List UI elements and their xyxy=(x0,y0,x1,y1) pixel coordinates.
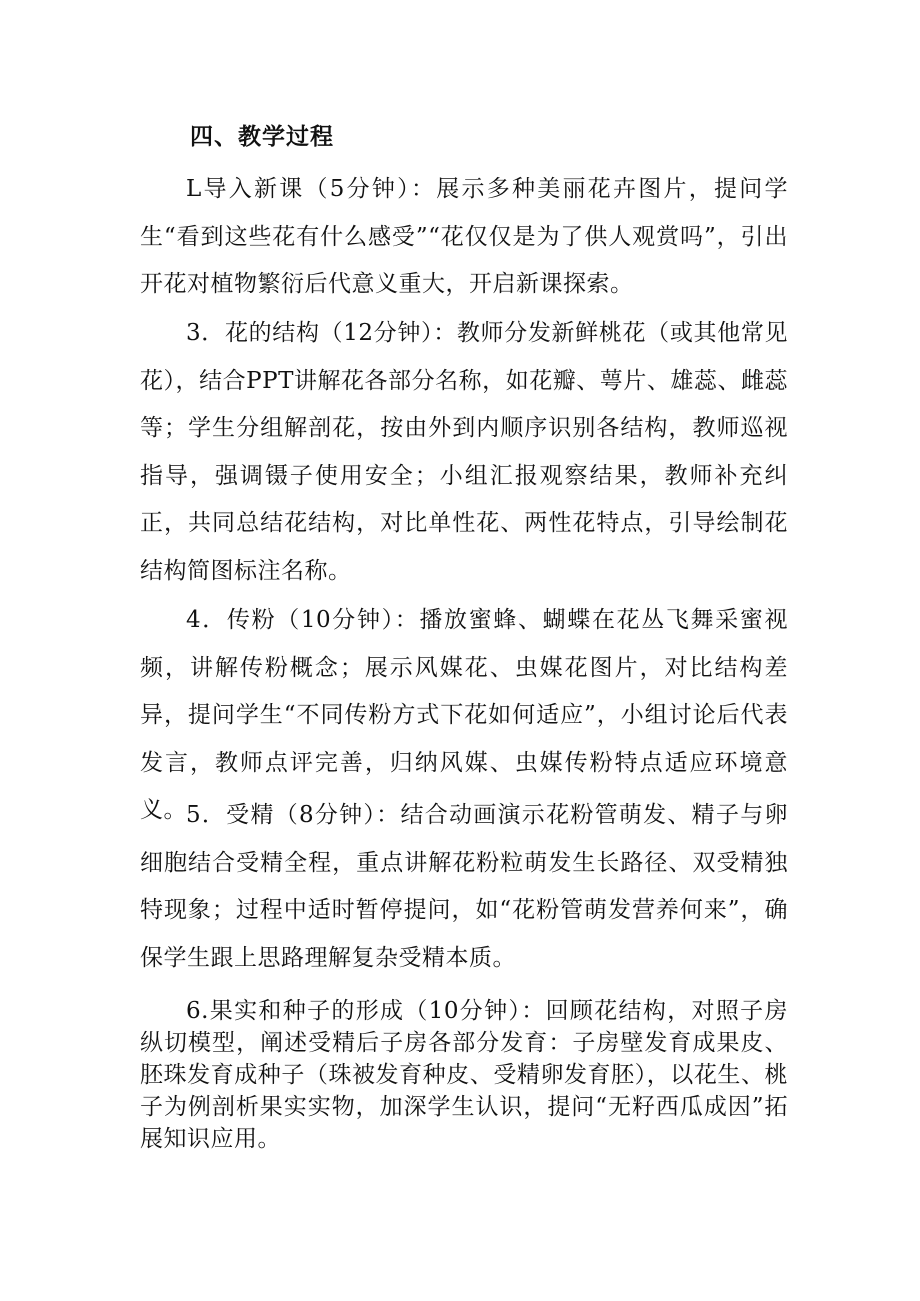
paragraph-fertilization: 5．受精（8分钟）：结合动画演示花粉管萌发、精子与卵细胞结合受精全程，重点讲解花粉粒萌发生长路径、双受精独特现象；过程中适时暂停提问，如“花粉管萌发营养何来”，确保学生跟上思路理解复杂受精本质。 xyxy=(140,802,788,971)
paragraph-flower-structure: 3．花的结构（12分钟）：教师分发新鲜桃花（或其他常见花），结合PPT讲解花各部分名称，如花瓣、萼片、雄蕊、雌蕊等；学生分组解剖花，按由外到内顺序识别各结构，教师巡视指导，强调镊子使用安全；小组汇报观察结果，教师补充纠正，共同总结花结构，对比单性花、两性花特点，引导绘制花结构简图标注名称。 xyxy=(140,320,788,584)
paragraph-intro: L导入新课（5分钟）：展示多种美丽花卉图片，提问学生“看到这些花有什么感受”“花仅仅是为了供人观赏吗”，引出开花对植物繁衍后代意义重大，开启新课探索。 xyxy=(140,176,788,297)
paragraph-fruit-seed: 6.果实和种子的形成（10分钟）：回顾花结构，对照子房纵切模型，阐述受精后子房各部分发育：子房壁发育成果皮、胚珠发育成种子（珠被发育种皮、受精卵发育胚），以花生、桃子为例剖析果实实物，加深学生认识，提问“无籽西瓜成因”拓展知识应用。 xyxy=(140,998,788,1152)
paragraph-pollination: 4．传粉（10分钟）：播放蜜蜂、蝴蝶在花丛飞舞采蜜视频，讲解传粉概念；展示风媒花、虫媒花图片，对比结构差异，提问学生“不同传粉方式下花如何适应”，小组讨论后代表发言，教师点评完善，归纳风媒、虫媒传粉特点适应环境意义。 xyxy=(140,607,788,823)
section-heading: 四、教学过程 xyxy=(190,123,334,150)
